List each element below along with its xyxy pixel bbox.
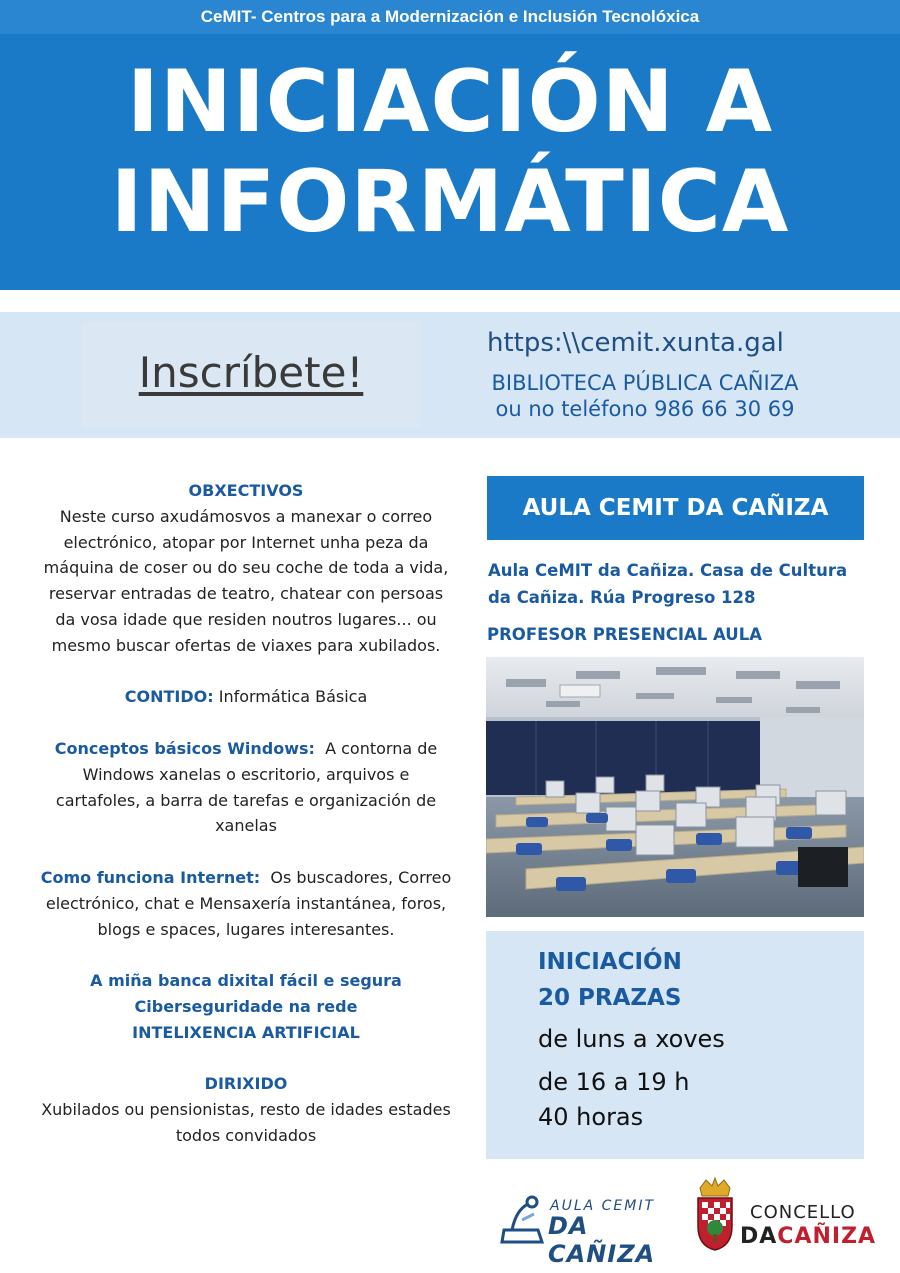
objectives-text: Neste curso axudámosvos a manexar o correo electrónico, atopar por Internet unha peza da máquina de coser ou do seu coche de toda a vida, reservar entradas de teatro, chatear con persoas da vosa idade que residen noutros lugares... ou mesmo buscar ofertas de viaxes para xubilados. bbox=[43, 506, 449, 655]
windows-heading: Conceptos básicos Windows: bbox=[54, 738, 315, 758]
content-paragraph bbox=[40, 684, 452, 710]
course-description bbox=[40, 478, 452, 1149]
cemit-logo bbox=[498, 1186, 678, 1268]
schedule-time: de 16 a 19 h bbox=[538, 1068, 690, 1096]
extra-topic: Ciberseguridade na rede bbox=[134, 996, 358, 1016]
course-level: INICIACIÓN bbox=[538, 949, 682, 975]
extra-topic: A miña banca dixital fácil e segura bbox=[90, 971, 402, 991]
phone-line: ou no teléfono 986 66 30 69 bbox=[495, 397, 795, 421]
tagline: CeMIT- Centros para a Modernización e Inclusión Tecnolóxica bbox=[200, 7, 700, 26]
internet-paragraph bbox=[40, 865, 452, 942]
objectives-heading: OBXECTIVOS bbox=[188, 481, 304, 500]
content-text: Informática Básica bbox=[218, 687, 368, 707]
concello-logo-line2 bbox=[740, 1224, 876, 1249]
page-title bbox=[0, 52, 900, 252]
title-line-2: INFORMÁTICA bbox=[110, 152, 790, 252]
internet-text: Os buscadores, Correo electrónico, chat e Mensaxería instantánea, foros, blogs e spaces, lugares interesantes. bbox=[45, 867, 452, 939]
signup-button[interactable] bbox=[82, 322, 420, 428]
concello-logo-name: CAÑIZA bbox=[777, 1224, 877, 1249]
windows-text: A contorna de Windows xanelas o escritorio, arquivos e cartafoles, a barra de tarefas e organización de xanelas bbox=[55, 738, 438, 836]
schedule-days: de luns a xoves bbox=[538, 1025, 725, 1053]
target-heading: DIRIXIDO bbox=[204, 1074, 288, 1094]
library-name: BIBLIOTECA PÚBLICA CAÑIZA bbox=[491, 371, 799, 395]
website-link[interactable]: https:\\cemit.xunta.gal bbox=[487, 328, 784, 358]
cemit-logo-icon bbox=[498, 1190, 548, 1246]
target-text: Xubilados ou pensionistas, resto de idades estades todos convidados bbox=[41, 1100, 451, 1145]
venue-title: AULA CEMIT DA CAÑIZA bbox=[522, 495, 829, 521]
concello-logo bbox=[692, 1176, 877, 1254]
seats-count: 20 PRAZAS bbox=[538, 985, 682, 1011]
venue-address bbox=[488, 557, 888, 611]
schedule-hours: 40 horas bbox=[538, 1103, 644, 1131]
address-line-1: Aula CeMIT da Cañiza. Casa de Cultura bbox=[488, 561, 848, 580]
windows-paragraph bbox=[40, 736, 452, 839]
signup-label: Inscríbete! bbox=[138, 348, 364, 397]
extra-topic: INTELIXENCIA ARTIFICIAL bbox=[132, 1022, 360, 1042]
address-line-2: da Cañiza. Rúa Progreso 128 bbox=[488, 588, 756, 607]
classroom-photo bbox=[486, 657, 864, 917]
concello-logo-line1: CONCELLO bbox=[750, 1202, 856, 1223]
cemit-logo-line1: AULA CEMIT bbox=[550, 1198, 656, 1214]
schedule-box bbox=[486, 931, 864, 1159]
coat-of-arms-icon bbox=[692, 1176, 738, 1252]
concello-logo-da: DA bbox=[740, 1224, 778, 1249]
title-line-1: INICIACIÓN A bbox=[126, 52, 774, 152]
venue-title-box bbox=[487, 476, 864, 540]
classroom-illustration bbox=[486, 657, 864, 917]
teacher-label: PROFESOR PRESENCIAL AULA bbox=[487, 625, 762, 644]
content-heading: CONTIDO: bbox=[124, 687, 214, 707]
cemit-logo-line2: DA CAÑIZA bbox=[548, 1212, 656, 1268]
internet-heading: Como funciona Internet: bbox=[40, 867, 261, 887]
